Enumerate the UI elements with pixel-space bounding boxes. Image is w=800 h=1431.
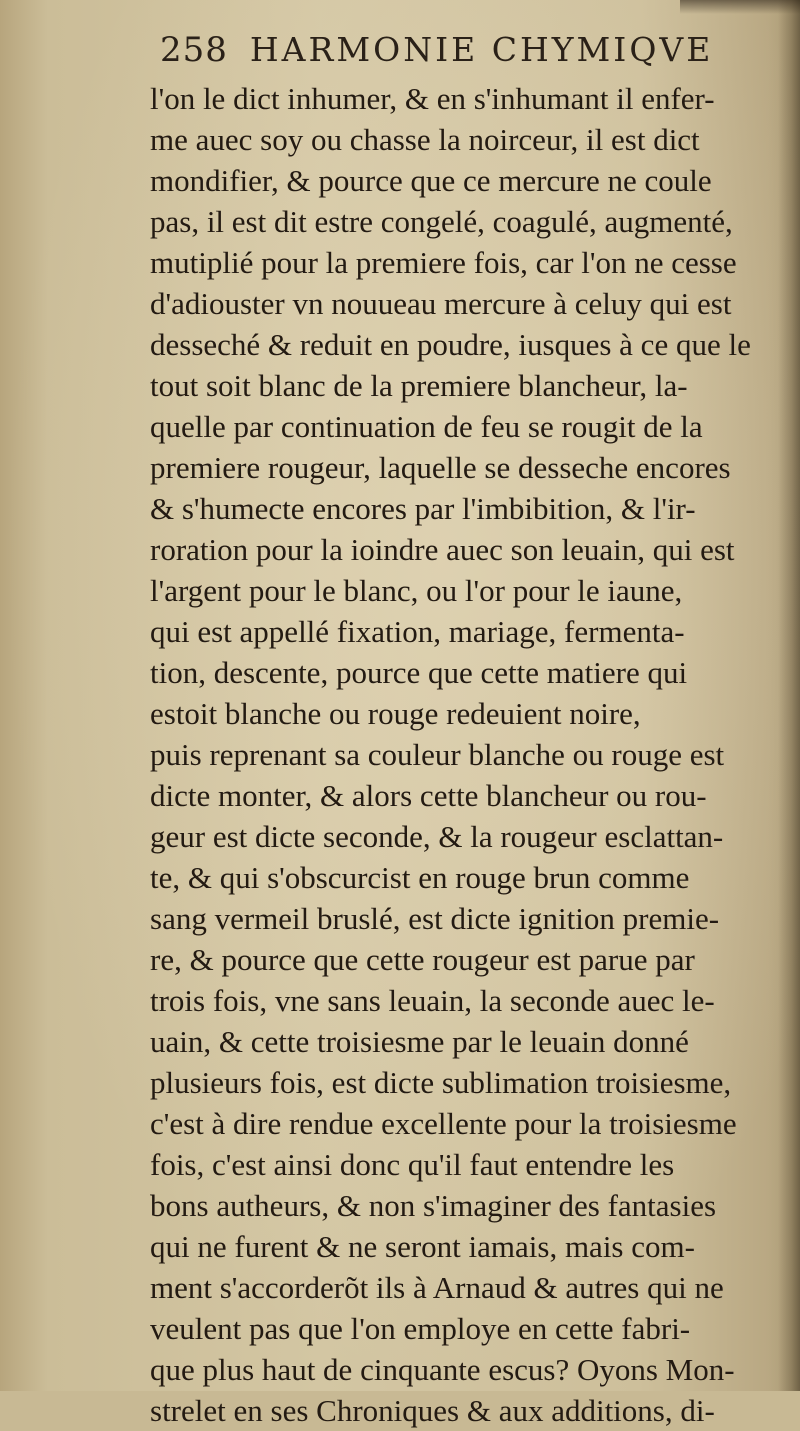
text-line: bons autheurs, & non s'imaginer des fantasies (150, 1188, 717, 1223)
text-line: quelle par continuation de feu se rougit de la (150, 409, 703, 444)
body-text (150, 78, 790, 1431)
text-line: qui ne furent & ne seront iamais, mais com- (150, 1229, 695, 1264)
page-number: 258 (160, 30, 228, 70)
text-line: d'adiouster vn nouueau mercure à celuy qui est (150, 286, 732, 321)
page-header (160, 30, 780, 76)
text-line: strelet en ses Chroniques & aux additions, di- (150, 1393, 715, 1428)
text-line: premiere rougeur, laquelle se desseche encores (150, 450, 731, 485)
text-line: l'on le dict inhumer, & en s'inhumant il enfer- (150, 81, 715, 116)
text-line: uain, & cette troisiesme par le leuain donné (150, 1024, 689, 1059)
text-line: puis reprenant sa couleur blanche ou rouge est (150, 737, 725, 772)
text-line: roration pour la ioindre auec son leuain, qui est (150, 532, 735, 567)
running-head: HARMONIE CHYMIQVE (249, 30, 714, 69)
text-line: sang vermeil bruslé, est dicte ignition premie- (150, 901, 720, 936)
text-line: estoit blanche ou rouge redeuient noire, (150, 696, 641, 731)
text-line: fois, c'est ainsi donc qu'il faut entendre les (150, 1147, 675, 1182)
text-line: dicte monter, & alors cette blancheur ou rou- (150, 778, 707, 813)
text-line: tout soit blanc de la premiere blancheur, la- (150, 368, 688, 403)
text-line: que plus haut de cinquante escus? Oyons Mon- (150, 1352, 735, 1387)
text-line: mutiplié pour la premiere fois, car l'on ne cesse (150, 245, 737, 280)
text-line: & s'humecte encores par l'imbibition, & l'ir- (150, 491, 696, 526)
text-line: me auec soy ou chasse la noirceur, il est dict (150, 122, 700, 157)
text-line: trois fois, vne sans leuain, la seconde auec le- (150, 983, 715, 1018)
text-line: pas, il est dit estre congelé, coagulé, augmenté, (150, 204, 733, 239)
text-line: desseché & reduit en poudre, iusques à ce que le (150, 327, 751, 362)
text-line: te, & qui s'obscurcist en rouge brun comme (150, 860, 690, 895)
text-line: l'argent pour le blanc, ou l'or pour le iaune, (150, 573, 683, 608)
text-line: tion, descente, pource que cette matiere qui (150, 655, 688, 690)
text-line: qui est appellé fixation, mariage, fermenta- (150, 614, 685, 649)
text-line: re, & pource que cette rougeur est parue par (150, 942, 695, 977)
text-line: geur est dicte seconde, & la rougeur esclattan- (150, 819, 724, 854)
text-line: veulent pas que l'on employe en cette fabri- (150, 1311, 691, 1346)
text-line: ment s'accorderõt ils à Arnaud & autres qui ne (150, 1270, 724, 1305)
text-line: c'est à dire rendue excellente pour la troisiesme (150, 1106, 737, 1141)
text-line: plusieurs fois, est dicte sublimation troisiesme, (150, 1065, 732, 1100)
text-line: mondifier, & pource que ce mercure ne coule (150, 163, 712, 198)
